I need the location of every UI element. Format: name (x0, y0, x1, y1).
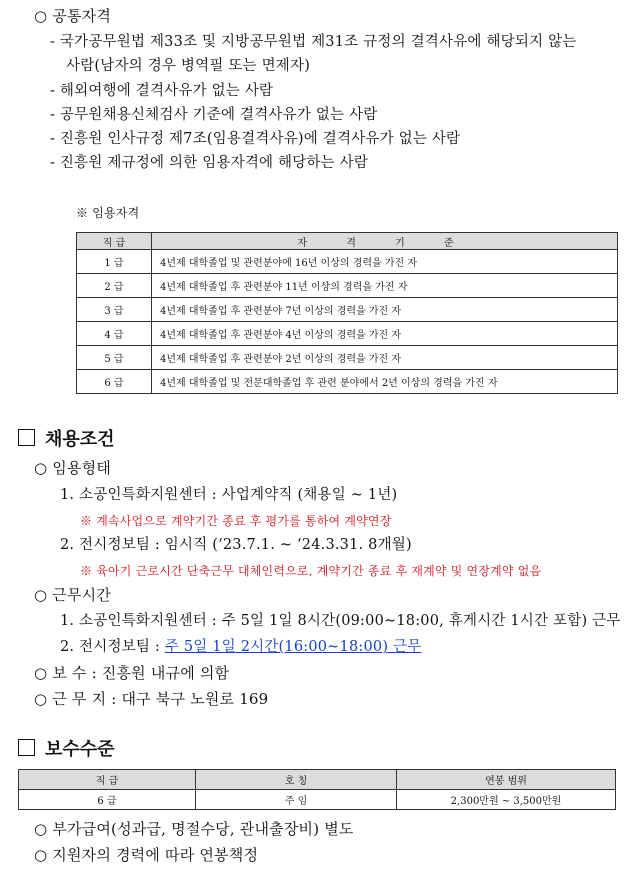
header-grade: 직 급 (19, 770, 196, 790)
qualification-note: ※ 임용자격 (76, 206, 140, 220)
grade-cell: 5 급 (77, 346, 152, 370)
employment-type-title: ○ 임용형태 (34, 459, 112, 477)
title-cell: 주 임 (196, 790, 397, 810)
salary-range-cell: 2,300만원 ~ 3,500만원 (397, 790, 616, 810)
qualification-table (76, 232, 618, 394)
common-title: ○ 공통자격 (34, 7, 112, 25)
salary-extra-1: ○ 부가급여(성과급, 명절수당, 관내출장비) 별도 (34, 820, 354, 838)
table-row (77, 298, 618, 322)
common-item-2: - 해외여행에 결격사유가 없는 사람 (50, 83, 274, 99)
table-row (77, 346, 618, 370)
header-salary-range: 연봉 범위 (397, 770, 616, 790)
employment-heading-text: 채용조건 (45, 429, 115, 450)
pay-line: ○ 보 수 : 진흥원 내규에 의함 (34, 664, 230, 682)
common-item-3: - 공무원채용신체검사 기준에 결격사유가 없는 사람 (50, 107, 378, 123)
header-criteria: 자 격 기 준 (152, 233, 618, 250)
table-row (77, 370, 618, 394)
criteria-cell: 4년제 대학졸업 후 관련분야 7년 이상의 경력을 가진 자 (152, 298, 618, 322)
header-grade: 직 급 (77, 233, 152, 250)
hours-2 (60, 637, 421, 657)
common-item-5: - 진흥원 제규정에 의한 임용자격에 해당하는 사람 (50, 155, 369, 171)
table-row (19, 790, 616, 810)
criteria-cell: 4년제 대학졸업 후 관련분야 4년 이상의 경력을 가진 자 (152, 322, 618, 346)
salary-heading (18, 738, 115, 762)
hours-2-prefix: 2. 전시정보팀 : (60, 639, 165, 655)
criteria-cell: 4년제 대학졸업 후 관련분야 11년 이상의 경력을 가진 자 (152, 274, 618, 298)
grade-cell: 6 급 (77, 370, 152, 394)
employment-type-1-note: ※ 계속사업으로 계약기간 종료 후 평가를 통하여 계약연장 (80, 514, 392, 528)
checkbox-square-icon (18, 429, 35, 446)
criteria-cell: 4년제 대학졸업 및 관련분야에 16년 이상의 경력을 가진 자 (152, 250, 618, 274)
employment-type-2: 2. 전시정보팀 : 임시직 (‘23.7.1. ~ ‘24.3.31. 8개월) (60, 537, 412, 553)
employment-heading (18, 428, 115, 452)
salary-heading-text: 보수수준 (45, 739, 115, 760)
hours-2-link[interactable]: 주 5일 1일 2시간(16:00~18:00) 근무 (164, 639, 422, 655)
table-header-row (19, 770, 616, 790)
employment-type-2-note: ※ 육아기 근로시간 단축근무 대체인력으로, 계약기간 종료 후 재계약 및 연장계약 없음 (80, 564, 542, 578)
common-item-1: - 국가공무원법 제33조 및 지방공무원법 제31조 규정의 결격사유에 해당되지 않는 (50, 34, 577, 50)
hours-title: ○ 근무시간 (34, 586, 112, 604)
grade-cell: 4 급 (77, 322, 152, 346)
salary-extra-2: ○ 지원자의 경력에 따라 연봉책정 (34, 846, 259, 864)
grade-cell: 1 급 (77, 250, 152, 274)
grade-cell: 6 급 (19, 790, 196, 810)
location-line: ○ 근 무 지 : 대구 북구 노원로 169 (34, 690, 269, 708)
common-item-4: - 진흥원 인사규정 제7조(임용결격사유)에 결격사유가 없는 사람 (50, 131, 461, 147)
grade-cell: 3 급 (77, 298, 152, 322)
table-row (77, 274, 618, 298)
table-header-row (77, 233, 618, 250)
salary-table (18, 769, 616, 810)
hours-1: 1. 소공인특화지원센터 : 주 5일 1일 8시간(09:00~18:00, 휴게시간 1시간 포함) 근무 (60, 613, 621, 629)
checkbox-square-icon (18, 739, 35, 756)
criteria-cell: 4년제 대학졸업 후 관련분야 2년 이상의 경력을 가진 자 (152, 346, 618, 370)
common-item-1-cont: 사람(남자의 경우 병역필 또는 면제자) (66, 58, 311, 74)
table-row (77, 250, 618, 274)
table-row (77, 322, 618, 346)
grade-cell: 2 급 (77, 274, 152, 298)
header-title: 호 칭 (196, 770, 397, 790)
criteria-cell: 4년제 대학졸업 및 전문대학졸업 후 관련 분야에서 2년 이상의 경력을 가진 자 (152, 370, 618, 394)
employment-type-1: 1. 소공인특화지원센터 : 사업계약직 (채용일 ~ 1년) (60, 487, 398, 503)
